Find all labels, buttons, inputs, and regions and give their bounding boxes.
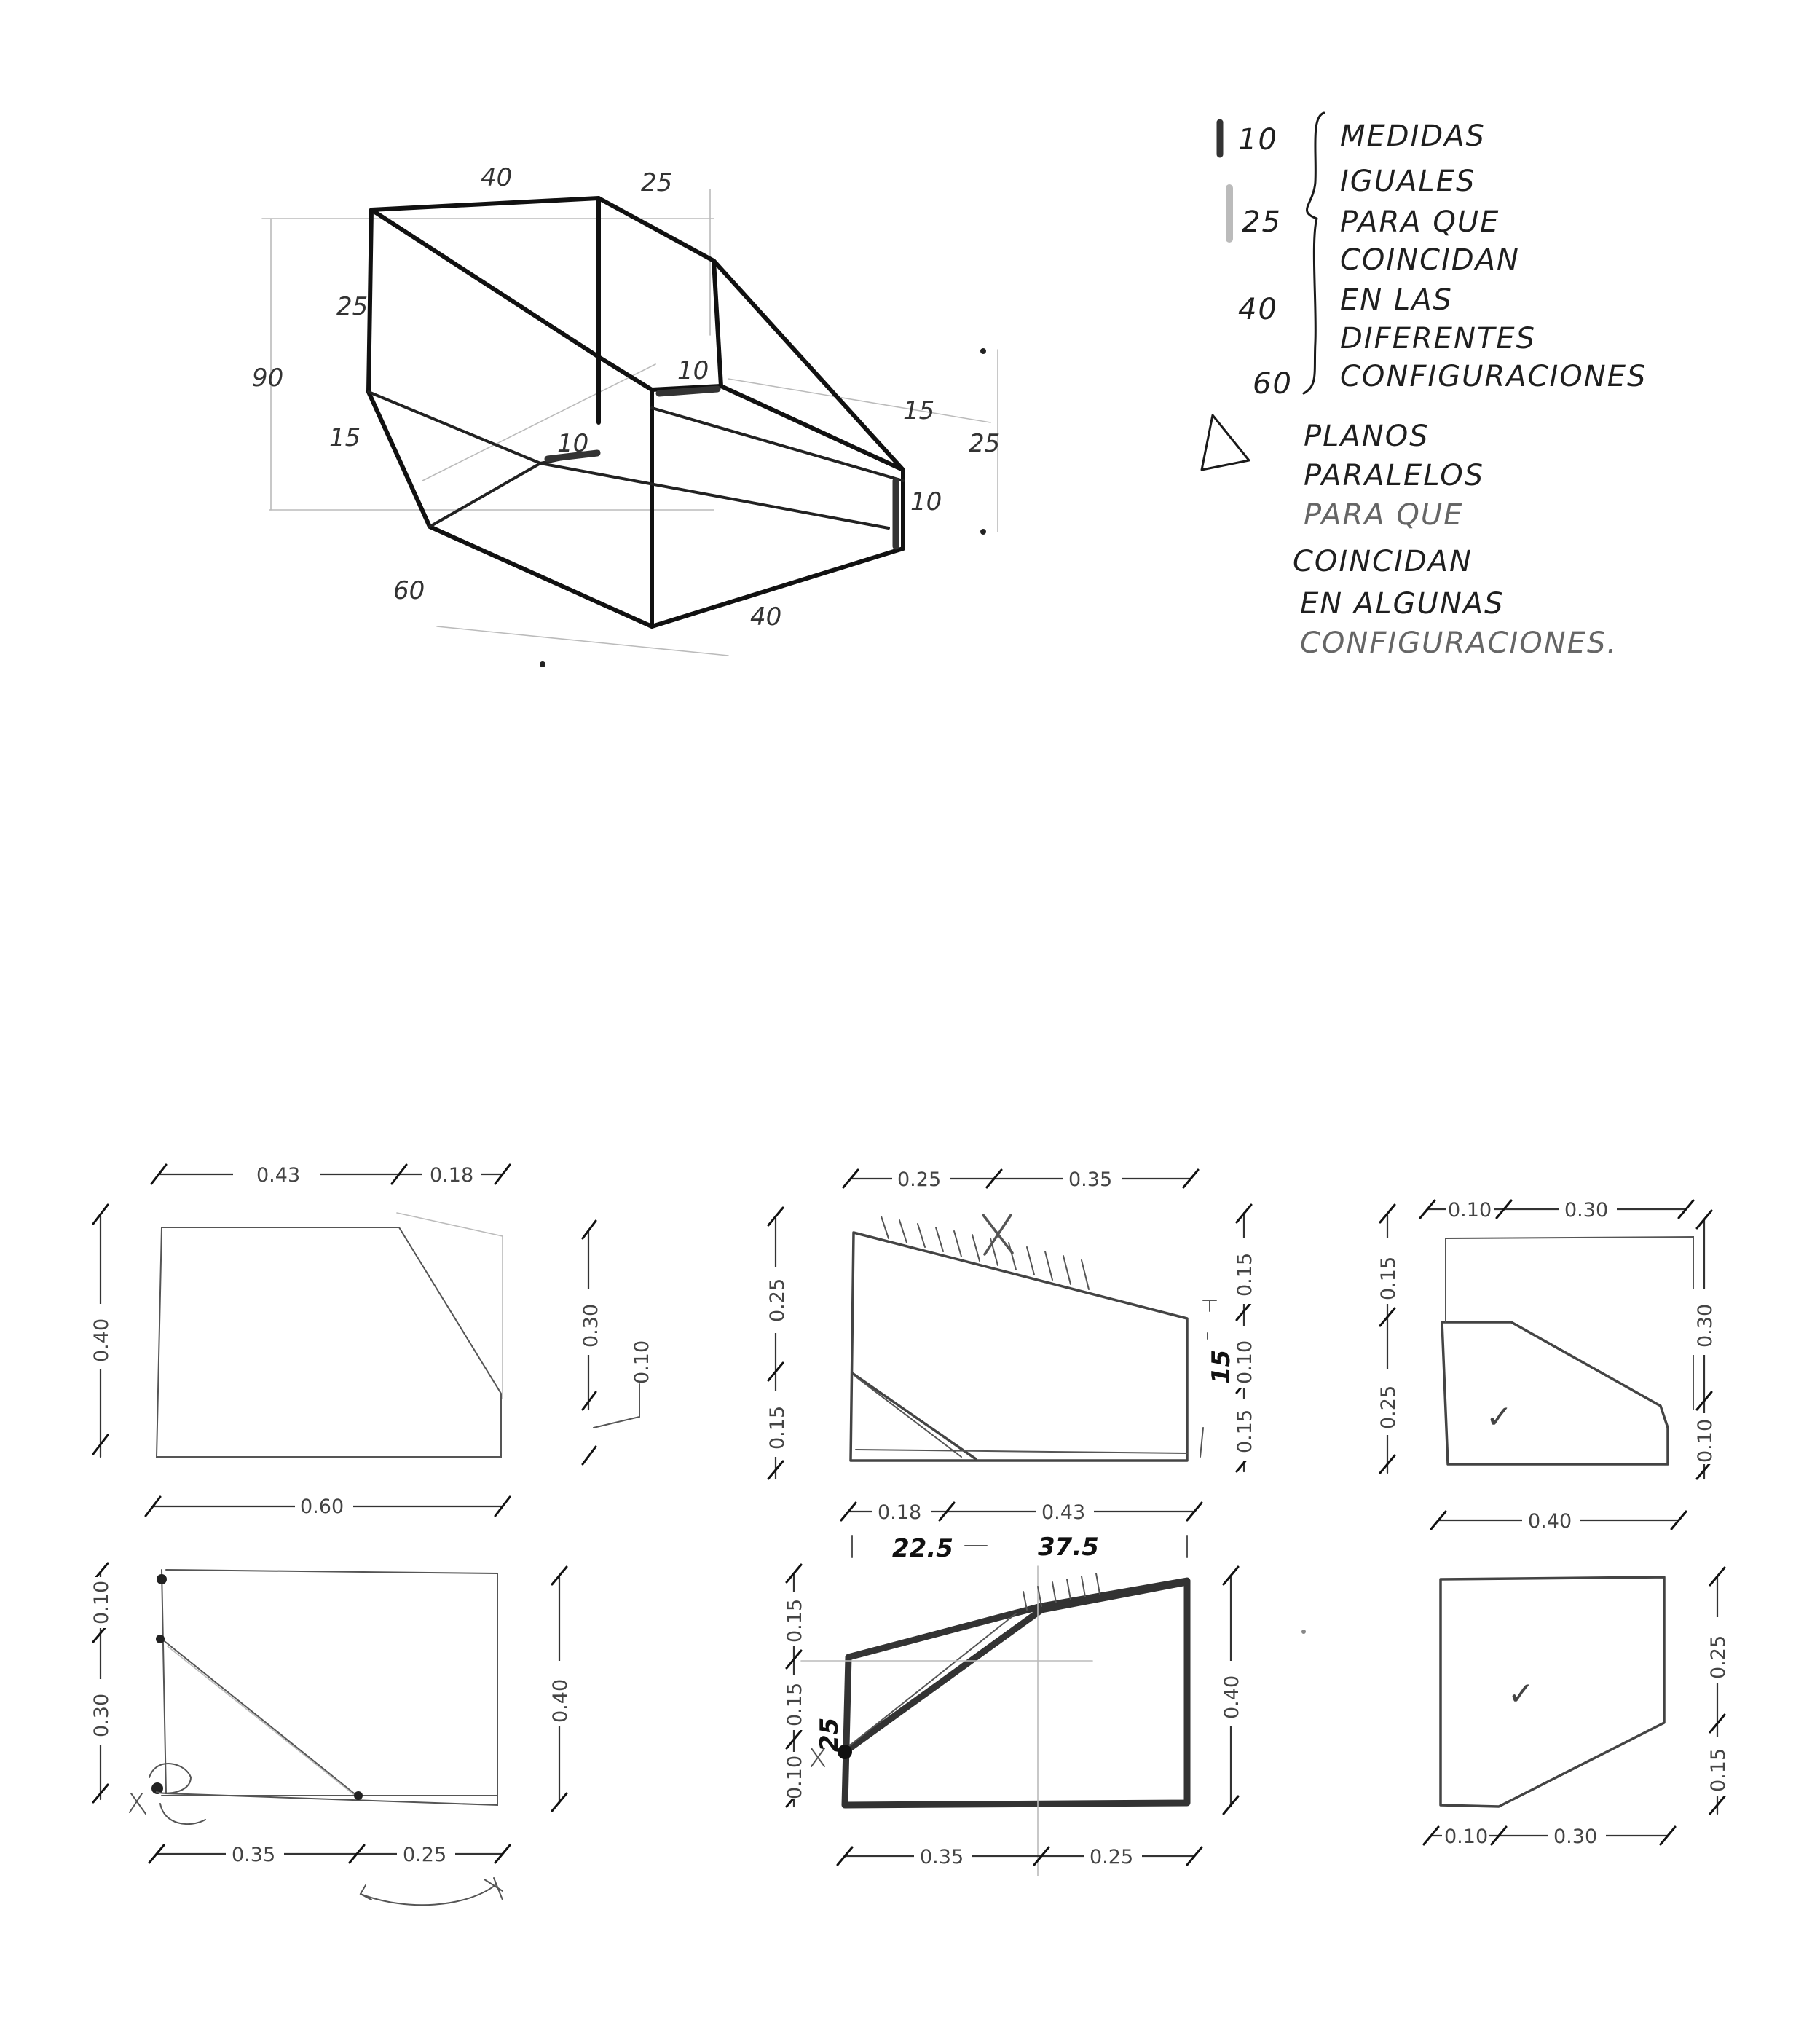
dim-c-top-010-v: 0.10 <box>1694 1418 1717 1463</box>
dim-a-bottom-025: 0.25 <box>403 1844 447 1866</box>
annotation-b-bottom-37-5: 37.5 <box>1038 1533 1099 1562</box>
annotation-b-bottom-25: 25 <box>815 1717 844 1752</box>
elevation-a-top <box>87 1161 653 1520</box>
dim-c-top-030-v: 0.30 <box>1694 1303 1717 1348</box>
label-top-40: 40 <box>481 163 513 192</box>
label-left-90: 90 <box>252 363 284 393</box>
dim-b-bottom-025: 0.25 <box>1090 1846 1134 1868</box>
label-bottom-40: 40 <box>750 602 782 632</box>
elevation-a-bottom <box>89 1563 572 1905</box>
stray-dot <box>1301 1630 1306 1634</box>
annotation-b-top-15: 15 <box>1207 1349 1236 1384</box>
label-right-15: 15 <box>903 396 935 425</box>
check-icon: ✓ <box>1486 1399 1513 1436</box>
measures-line-4: COINCIDAN <box>1340 243 1520 277</box>
dim-a-bottom-030: 0.30 <box>90 1693 113 1737</box>
annotation-b-bottom-22-5: 22.5 <box>892 1534 953 1563</box>
dim-c-bottom-015: 0.15 <box>1707 1748 1730 1792</box>
dim-c-top-015: 0.15 <box>1377 1256 1400 1300</box>
measures-line-3: PARA QUE <box>1340 205 1500 239</box>
rotate-arrow-icon <box>361 1885 495 1905</box>
measures-line-1: MEDIDAS <box>1340 119 1486 153</box>
dim-a-bottom-040: 0.40 <box>549 1678 572 1723</box>
dim-c-bottom-010: 0.10 <box>1444 1825 1489 1848</box>
measure-25: 25 <box>1242 205 1282 239</box>
sketch-dot <box>980 348 986 354</box>
dim-c-top-025: 0.25 <box>1377 1385 1400 1429</box>
isometric-sketch <box>252 163 1000 667</box>
sketch-dot <box>540 661 545 667</box>
triangle-icon <box>1202 415 1249 470</box>
dim-a-top-043: 0.43 <box>256 1164 301 1187</box>
label-inner-10-b: 10 <box>557 429 589 458</box>
dim-b-top-015-r1: 0.15 <box>1234 1252 1256 1297</box>
dim-c-top-040: 0.40 <box>1528 1510 1572 1533</box>
dim-b-top-015-left: 0.15 <box>766 1405 789 1450</box>
dim-b-bottom-035: 0.35 <box>920 1846 964 1868</box>
planes-line-2: PARALELOS <box>1304 459 1485 492</box>
label-top-25: 25 <box>641 168 673 197</box>
planes-line-6: CONFIGURACIONES. <box>1300 626 1618 660</box>
dim-a-top-010: 0.10 <box>631 1340 653 1384</box>
planes-line-1: PLANOS <box>1304 420 1430 453</box>
elevation-b-top <box>763 1166 1257 1525</box>
notes-block <box>1202 113 1647 660</box>
dim-b-top-025-v: 0.25 <box>766 1278 789 1322</box>
dim-b-bottom-015-b: 0.15 <box>784 1682 806 1726</box>
dim-c-bottom-025: 0.25 <box>1707 1635 1730 1679</box>
dim-b-top-018: 0.18 <box>878 1501 922 1524</box>
dim-a-top-030: 0.30 <box>580 1303 602 1348</box>
label-right-10: 10 <box>910 487 942 516</box>
dim-c-top-030: 0.30 <box>1564 1199 1609 1222</box>
dim-c-top-010: 0.10 <box>1448 1199 1492 1222</box>
label-inner-10-a: 10 <box>677 356 709 385</box>
dim-b-top-035: 0.35 <box>1068 1168 1113 1191</box>
measures-line-5: EN LAS <box>1340 283 1453 317</box>
measures-line-7: CONFIGURACIONES <box>1340 360 1647 393</box>
dim-c-bottom-030: 0.30 <box>1553 1825 1598 1848</box>
elevation-c-top <box>1375 1196 1717 1533</box>
sketch-dot <box>980 529 986 535</box>
hatching <box>881 1215 1089 1289</box>
label-left-25: 25 <box>336 292 369 321</box>
planes-line-3: PARA QUE <box>1304 498 1464 532</box>
measures-line-6: DIFERENTES <box>1340 322 1536 355</box>
sketch-outline <box>369 198 903 626</box>
dim-a-top-018: 0.18 <box>430 1164 474 1187</box>
planes-line-5: EN ALGUNAS <box>1300 587 1505 621</box>
label-bottom-60: 60 <box>393 576 425 605</box>
dim-a-top-060: 0.60 <box>300 1495 344 1518</box>
measure-10: 10 <box>1238 123 1278 157</box>
measure-40: 40 <box>1238 293 1278 326</box>
dim-a-bottom-010: 0.10 <box>90 1580 113 1624</box>
dim-a-bottom-035: 0.35 <box>232 1844 276 1866</box>
dim-b-bottom-040: 0.40 <box>1221 1675 1243 1719</box>
dim-b-top-025-h: 0.25 <box>897 1168 942 1191</box>
check-icon: ✓ <box>1508 1675 1535 1713</box>
elevation-b-bottom <box>783 1533 1243 1876</box>
dim-b-top-010: 0.10 <box>1234 1340 1256 1384</box>
elevation-c-bottom <box>1424 1568 1730 1849</box>
dim-b-top-043: 0.43 <box>1041 1501 1086 1524</box>
label-right-25: 25 <box>969 429 1001 458</box>
dim-b-bottom-015-a: 0.15 <box>784 1598 806 1643</box>
planes-line-4: COINCIDAN <box>1293 545 1473 578</box>
measures-line-2: IGUALES <box>1340 165 1476 198</box>
dim-a-top-040: 0.40 <box>90 1318 113 1362</box>
measure-60: 60 <box>1253 367 1293 401</box>
dim-b-bottom-010: 0.10 <box>784 1755 806 1799</box>
dim-b-top-015-r2: 0.15 <box>1234 1409 1256 1453</box>
brace-icon <box>1304 113 1324 393</box>
label-left-15: 15 <box>329 423 361 452</box>
